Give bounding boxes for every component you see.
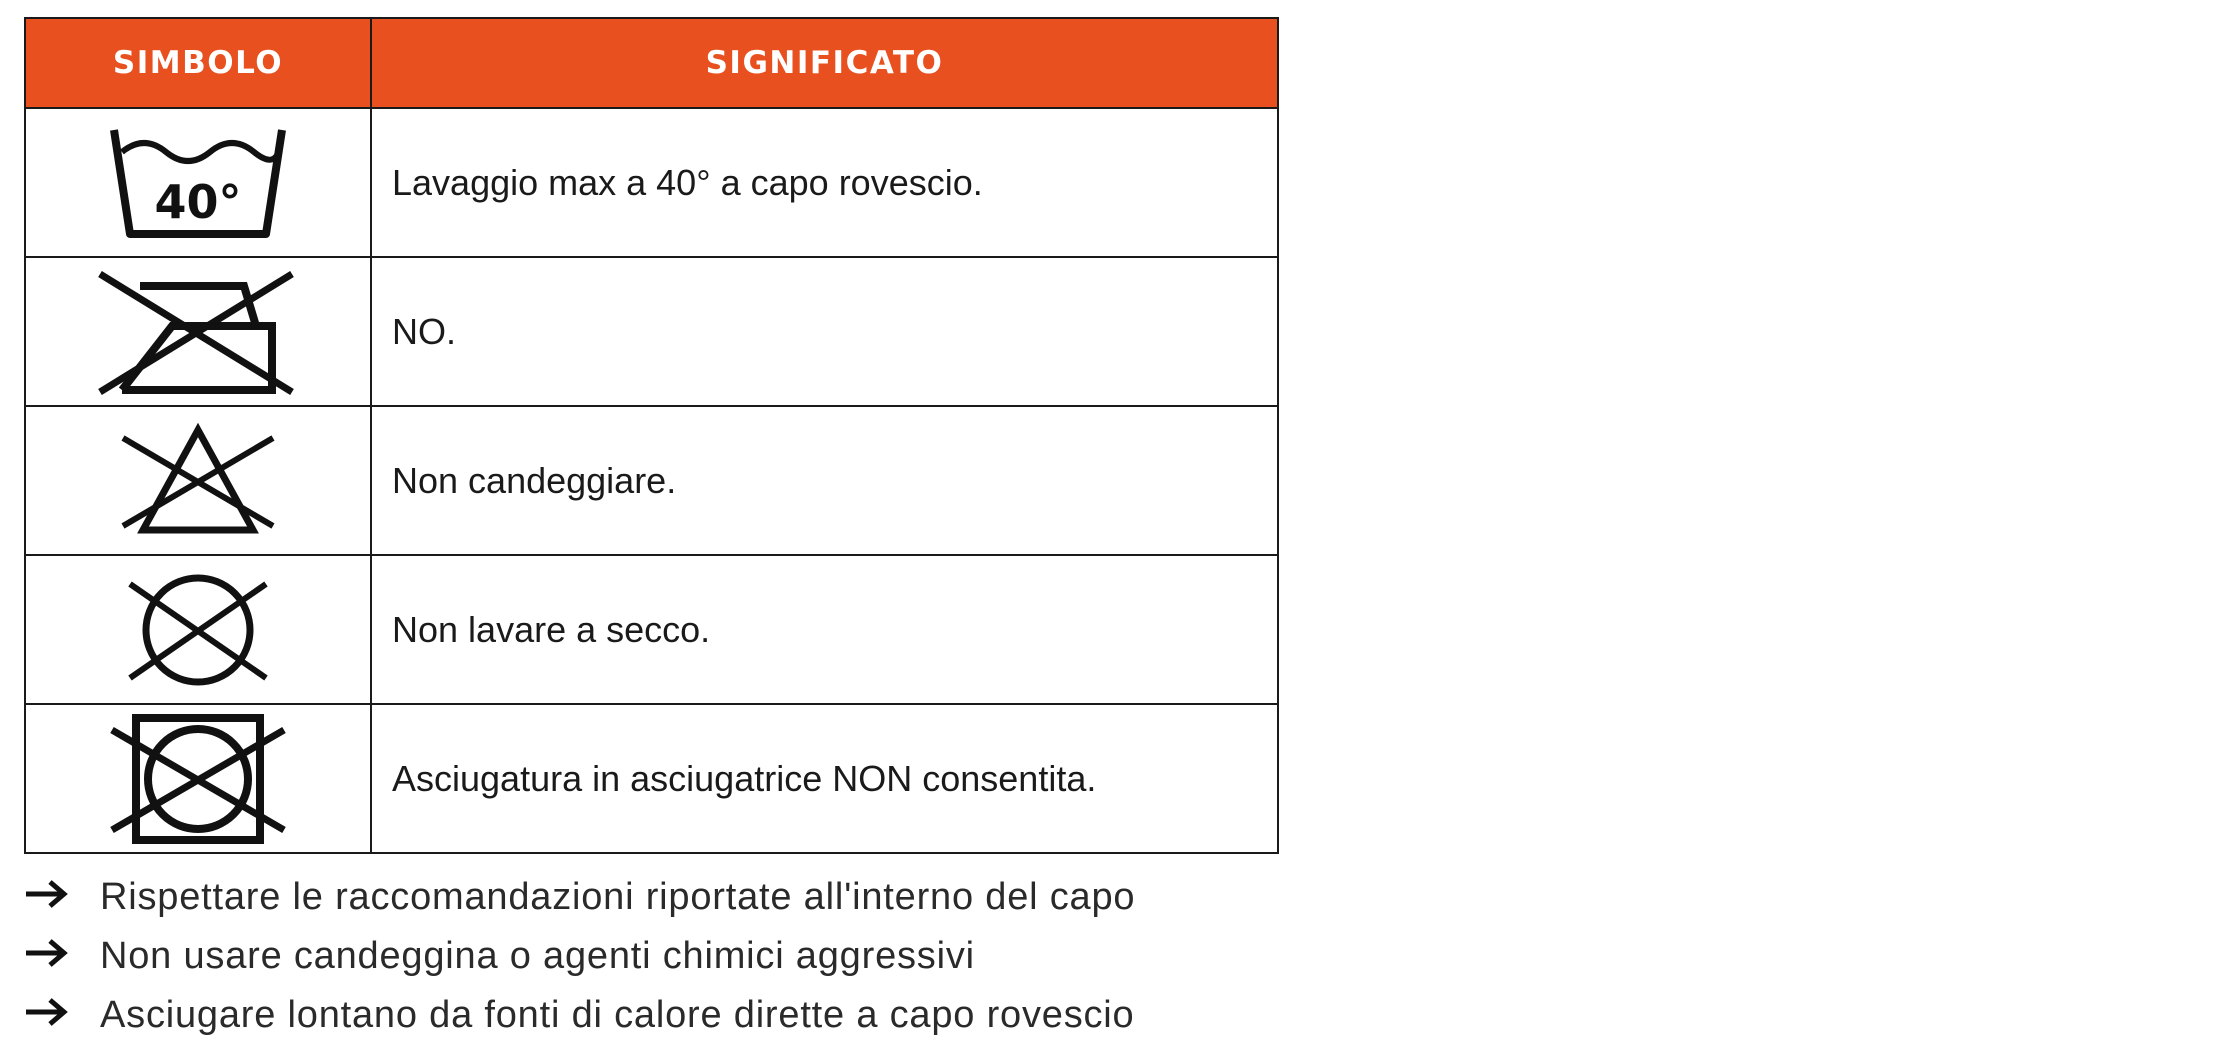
symbol-cell <box>25 108 371 257</box>
list-item <box>24 868 1135 927</box>
do-not-bleach-icon <box>113 422 283 540</box>
do-not-dry-clean-icon <box>116 572 280 688</box>
symbol-cell <box>25 704 371 853</box>
symbol-cell <box>25 555 371 704</box>
do-not-iron-icon <box>96 266 300 398</box>
meaning-cell: Non lavare a secco. <box>371 555 1278 704</box>
symbol-cell <box>25 257 371 406</box>
note-text: Asciugare lontano da fonti di calore dirette a capo rovescio <box>100 994 1135 1036</box>
meaning-cell: Non candeggiare. <box>371 406 1278 555</box>
list-item <box>24 927 1135 986</box>
header-meaning: SIGNIFICATO <box>371 18 1278 108</box>
meaning-cell: NO. <box>371 257 1278 406</box>
table-row <box>25 108 1278 257</box>
wash-temperature-label: 40° <box>154 174 242 229</box>
header-symbol: SIMBOLO <box>25 18 371 108</box>
meaning-cell: Asciugatura in asciugatrice NON consentita. <box>371 704 1278 853</box>
arrow-right-icon <box>24 876 100 919</box>
care-notes-list <box>24 868 1135 1045</box>
table-header-row <box>25 18 1278 108</box>
symbol-cell <box>25 406 371 555</box>
arrow-right-icon <box>24 935 100 978</box>
table-row <box>25 555 1278 704</box>
meaning-cell: Lavaggio max a 40° a capo rovescio. <box>371 108 1278 257</box>
arrow-right-icon <box>24 994 100 1037</box>
do-not-tumble-dry-icon <box>108 712 288 846</box>
list-item <box>24 986 1135 1045</box>
note-text: Rispettare le raccomandazioni riportate all'interno del capo <box>100 876 1136 918</box>
table-row <box>25 406 1278 555</box>
table-row <box>25 704 1278 853</box>
care-symbols-table <box>24 17 1279 854</box>
note-text: Non usare candeggina o agenti chimici aggressivi <box>100 935 975 977</box>
table-row <box>25 257 1278 406</box>
wash-40-icon <box>108 122 288 244</box>
